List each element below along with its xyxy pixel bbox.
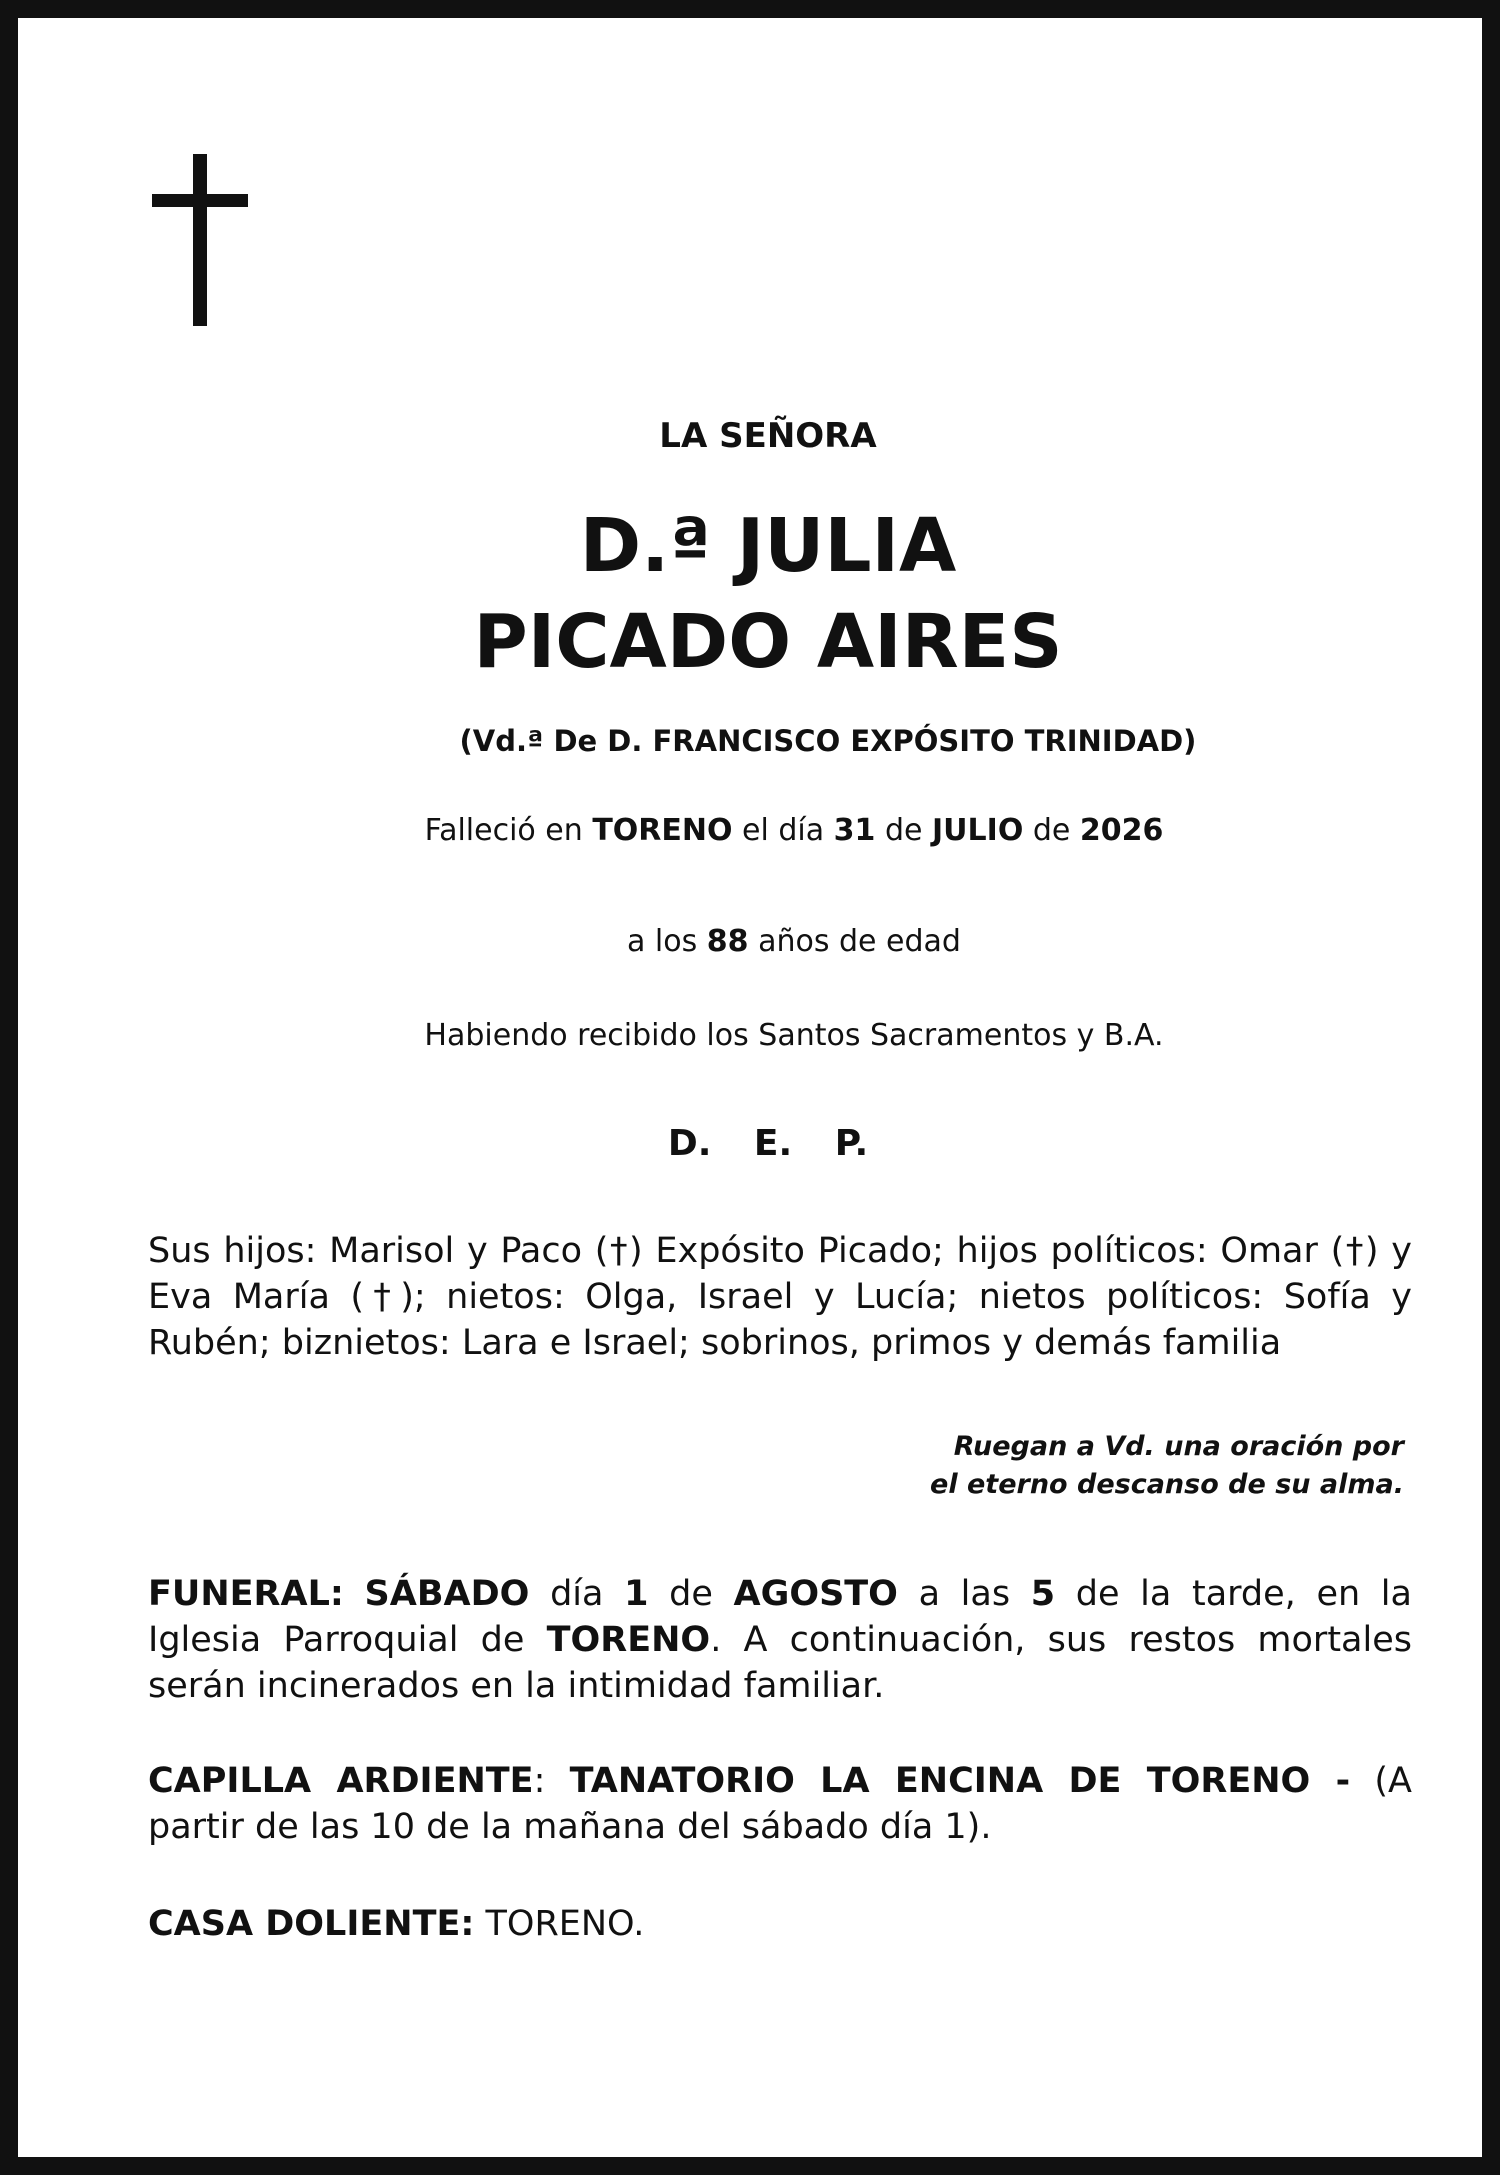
age-suffix: años de edad [758, 924, 961, 959]
deceased-name-line1: D.ª JULIA [579, 503, 957, 589]
age-prefix: a los [627, 924, 698, 959]
funeral-day: 1 [624, 1574, 649, 1614]
widow-of: (Vd.ª De D. FRANCISCO EXPÓSITO TRINIDAD) [459, 724, 1197, 758]
funeral-text4: de la tarde, en la Iglesia Parroquial de [148, 1574, 1412, 1660]
deceased-name [18, 498, 1500, 690]
cross-icon [152, 154, 248, 326]
funeral-month: AGOSTO [733, 1574, 898, 1614]
cross-vertical-bar [193, 154, 207, 326]
funeral-text2: de [669, 1574, 713, 1614]
funeral-text1: día [550, 1574, 604, 1614]
prayer-line1: Ruegan a Vd. una oración por [953, 1431, 1404, 1462]
death-month: JULIO [932, 813, 1024, 848]
prayer-request [718, 1428, 1404, 1504]
title-small: LA SEÑORA [659, 416, 877, 456]
funeral-place: TORENO [546, 1620, 711, 1660]
funeral-weekday: SÁBADO [364, 1574, 530, 1614]
capilla-paragraph [148, 1758, 1412, 1850]
funeral-label: FUNERAL: [148, 1574, 344, 1614]
death-de2: de [1032, 813, 1071, 848]
death-day: 31 [833, 813, 876, 848]
casa-paragraph [148, 1901, 1412, 1947]
capilla-colon: : [533, 1761, 570, 1801]
dep-line: D. E. P. [667, 1123, 869, 1164]
death-place: TORENO [592, 813, 733, 848]
family-paragraph: Sus hijos: Marisol y Paco (†) Expósito Picado; hijos políticos: Omar (†) y Eva María (†); nietos: Olga, Israel y Lucía; nietos políticos: Sofía y Rubén; biznietos: Lara e Israel; sobrinos, primos y demás familia [148, 1231, 1412, 1363]
funeral-text5: . A continuación, sus restos mortales serán incinerados en la intimidad familiar. [148, 1620, 1412, 1706]
age-value: 88 [706, 924, 749, 959]
cross-horizontal-bar [152, 194, 248, 207]
death-prefix: Falleció en [424, 813, 583, 848]
casa-label: CASA DOLIENTE: [148, 1904, 475, 1944]
sacraments-line: Habiendo recibido los Santos Sacramentos y B.A. [424, 1018, 1164, 1053]
death-info [44, 813, 1500, 848]
deceased-name-line2: PICADO AIRES [473, 599, 1063, 685]
capilla-venue: TANATORIO LA ENCINA DE TORENO - [569, 1761, 1351, 1801]
capilla-rest: (A partir de las 10 de la mañana del sábado día 1). [148, 1761, 1413, 1847]
death-day-label: el día [742, 813, 825, 848]
age-info [44, 924, 1500, 959]
funeral-paragraph [148, 1571, 1412, 1709]
capilla-label: CAPILLA ARDIENTE [148, 1761, 534, 1801]
casa-value: TORENO. [485, 1904, 645, 1944]
funeral-text3: a las [918, 1574, 1011, 1614]
funeral-hour: 5 [1030, 1574, 1056, 1614]
death-year: 2026 [1079, 813, 1164, 848]
death-de1: de [884, 813, 923, 848]
prayer-line2: el eterno descanso de su alma. [930, 1469, 1404, 1500]
